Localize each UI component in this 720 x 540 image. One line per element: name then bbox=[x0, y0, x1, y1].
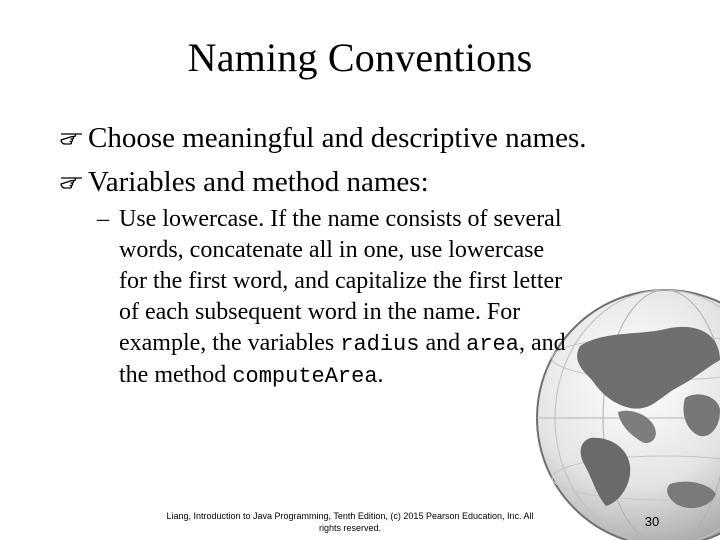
code-area: area bbox=[466, 332, 519, 357]
code-radius: radius bbox=[340, 332, 420, 357]
sub-bullet bbox=[97, 204, 659, 392]
pointing-hand-icon bbox=[60, 127, 84, 147]
text-run: the method bbox=[119, 362, 233, 388]
bullet-text: Choose meaningful and descriptive names. bbox=[88, 122, 587, 154]
footer-line: Liang, Introduction to Java Programming, Tenth Edition, (c) 2015 Pearson Education, Inc. All bbox=[166, 511, 534, 521]
bullet-item bbox=[60, 116, 680, 160]
sub-bullet-line: words, concatenate all in one, use lowercase bbox=[119, 237, 545, 263]
sub-bullet-line: for the first word, and capitalize the first letter bbox=[119, 268, 563, 294]
text-run: . bbox=[377, 362, 384, 388]
code-computearea: computeArea bbox=[232, 364, 378, 389]
sub-bullet-line bbox=[119, 328, 659, 360]
sub-bullet-line: of each subsequent word in the name. For bbox=[119, 299, 521, 325]
pointing-hand-icon bbox=[60, 171, 84, 191]
sub-bullet-line: Use lowercase. If the name consists of several bbox=[119, 206, 562, 232]
bullet-list bbox=[60, 116, 680, 204]
footer-citation bbox=[140, 510, 560, 534]
footer-line: rights reserved. bbox=[318, 523, 382, 533]
text-run: , and bbox=[518, 330, 566, 356]
page-number: 30 bbox=[644, 514, 660, 529]
bullet-text: Variables and method names: bbox=[88, 166, 429, 198]
slide-title: Naming Conventions bbox=[187, 35, 533, 80]
sub-bullet-line bbox=[119, 360, 659, 392]
sub-bullet-dash: – bbox=[97, 206, 109, 232]
bullet-item bbox=[60, 160, 680, 204]
text-run: and bbox=[419, 330, 467, 356]
text-run: example, the variables bbox=[119, 330, 341, 356]
